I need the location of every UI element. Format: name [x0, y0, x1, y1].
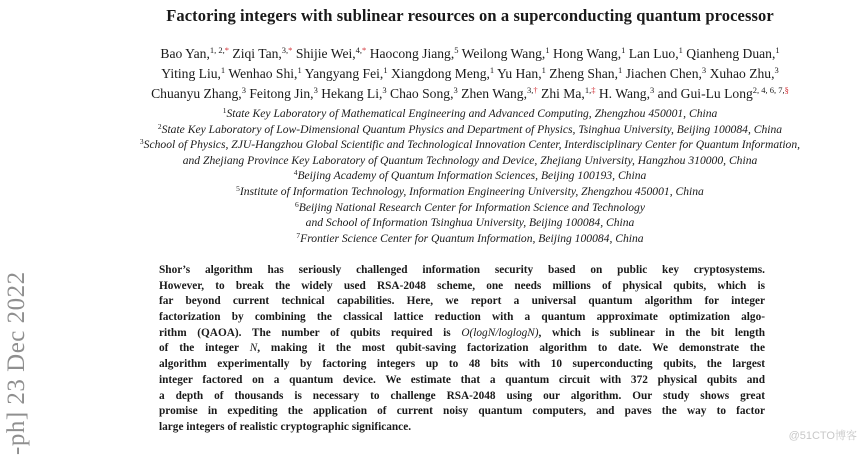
abstract-line [159, 341, 765, 357]
affiliation-line [70, 137, 865, 153]
author-entry [710, 66, 779, 81]
affiliation-number: 3 [241, 85, 246, 95]
author-entry [296, 46, 366, 61]
author-entry [497, 66, 546, 81]
affiliation-number: 4, [355, 45, 363, 55]
affiliation-index: 1 [222, 106, 227, 115]
author-name: Chao Song, [390, 86, 454, 101]
affiliation-ref [282, 45, 293, 55]
affiliation-number: 1 [678, 45, 683, 55]
affiliation-ref [242, 85, 246, 95]
math-expression: O(logN/loglogN) [461, 326, 539, 339]
author-name: Haocong Jiang, [369, 46, 455, 61]
footnote-mark[interactable]: * [362, 45, 367, 55]
author-entry [161, 66, 225, 81]
affiliation-index: 3 [139, 137, 144, 147]
affiliation-number: 1 [545, 45, 550, 55]
affiliation-ref [775, 65, 779, 75]
abstract-line [159, 326, 765, 342]
author-name: Hekang Li, [321, 86, 383, 101]
affiliation-index: 5 [236, 183, 240, 193]
affiliation-index: 6 [294, 199, 299, 209]
author-name: Ziqi Tan, [232, 46, 282, 61]
author-name: Lan Luo, [628, 46, 679, 61]
affiliation-number: 1 [617, 65, 623, 75]
affiliation-line [70, 200, 865, 216]
author-line-2 [70, 64, 865, 84]
affiliation-number: 3 [701, 65, 707, 75]
author-name: Jiachen Chen, [625, 66, 702, 81]
abstract-line: factorization by combining the classical lattice reduction with a quantum approximate optimization algo- [159, 311, 765, 324]
affiliation-number: 1 [541, 65, 546, 75]
affiliation-ref [542, 65, 546, 75]
affiliation-index: 2 [157, 121, 162, 131]
abstract-line: algorithm experimentally by factoring integers up to 48 bits with 10 superconducting qubits, the largest [159, 358, 765, 371]
affiliation-ref [753, 85, 789, 95]
affiliation-number: 5 [454, 45, 459, 55]
affiliation-ref [545, 45, 549, 55]
affiliation-number: 1, [584, 85, 592, 95]
affiliation-ref [618, 65, 622, 75]
affiliation-text: and Zhejiang Province Key Laboratory of Quantum Technology and Device, Zhejiang University, Hangzhou 310000, China [182, 153, 758, 167]
affiliation-ref [775, 45, 779, 55]
affiliation-line [70, 184, 865, 200]
abstract-text: , which is sublinear in the bit length [538, 326, 765, 339]
affiliation-number: 3 [453, 85, 458, 95]
affiliation-number: 1 [383, 65, 388, 75]
affiliation-number: 1 [775, 45, 780, 55]
affiliation-ref [453, 85, 457, 95]
affiliation-text: Frontier Science Center for Quantum Information, Beijing 100084, China [300, 231, 644, 245]
author-name: Shijie Wei, [295, 46, 356, 61]
affiliation-ref [210, 45, 229, 55]
author-entry [151, 86, 246, 101]
affiliation-ref [383, 65, 387, 75]
author-name: Zhen Wang, [461, 86, 527, 101]
author-entry [658, 86, 789, 101]
footnote-mark[interactable]: ‡ [591, 85, 596, 95]
affiliation-number: 1 [489, 65, 495, 75]
author-entry [391, 66, 494, 81]
abstract-line: a depth of thousands is necessary to challenge RSA-2048 using our algorithm. Our study shows great [159, 389, 765, 402]
affiliation-line [70, 231, 865, 247]
author-entry [305, 66, 388, 81]
site-watermark: @51CTO博客 [788, 430, 857, 442]
affiliation-number: 3 [650, 85, 655, 95]
affiliation-number: 3, [281, 45, 289, 55]
author-entry [599, 86, 654, 101]
author-name: and Gui-Lu Long [657, 86, 753, 101]
author-name: Zhi Ma, [541, 86, 585, 101]
author-name: Chuanyu Zhang, [151, 86, 242, 101]
author-entry [370, 46, 459, 61]
author-list [70, 44, 865, 104]
abstract-text: of the integer [159, 342, 250, 355]
author-name: Yangyang Fei, [304, 66, 384, 81]
affiliation-text: School of Physics, ZJU-Hangzhou Global Scientific and Technological Innovation Center, Interdisciplinary Center for Quantum Information, [143, 138, 801, 152]
affiliation-number: 1 [621, 45, 626, 55]
author-name: Xuhao Zhu, [709, 66, 775, 81]
affiliation-ref [702, 65, 706, 75]
author-name: Zheng Shan, [549, 66, 618, 81]
affiliation-ref [490, 65, 494, 75]
affiliation-number: 3 [382, 85, 387, 95]
author-name: Yiting Liu, [161, 66, 221, 81]
abstract [159, 263, 765, 436]
author-entry [541, 86, 595, 101]
author-line-3 [70, 84, 865, 104]
affiliation-number: 1 [297, 65, 302, 75]
affiliation-line [70, 215, 865, 231]
affiliation-index: 7 [296, 230, 301, 240]
abstract-text: rithm (QAOA). The number of qubits required is [159, 326, 462, 339]
author-entry [462, 46, 550, 61]
math-variable: N [249, 342, 258, 355]
affiliation-ref [621, 45, 625, 55]
affiliation-number: 3, [527, 85, 534, 95]
affiliation-line [70, 122, 865, 138]
arxiv-side-stamp: -ph] 23 Dec 2022 [3, 271, 30, 455]
author-entry [321, 86, 386, 101]
author-line-1 [70, 44, 865, 64]
affiliation-ref [454, 45, 458, 55]
affiliation-index: 4 [293, 168, 298, 178]
paper-title: Factoring integers with sublinear resources on a superconducting quantum processor [166, 6, 774, 25]
abstract-line: However, to break the widely used RSA-2048 scheme, one needs millions of physical qubits, which is [159, 279, 765, 292]
affiliation-ref [314, 85, 318, 95]
affiliation-ref [650, 85, 654, 95]
affiliation-ref [221, 65, 225, 75]
affiliation-line [70, 168, 865, 184]
author-name: Xiangdong Meng, [390, 66, 490, 81]
author-entry [160, 46, 229, 61]
abstract-text: , making it the most qubit-saving factorization algorithm to date. We demonstrate the [257, 342, 765, 355]
affiliation-number: 2, 4, 6, 7, [752, 85, 785, 95]
affiliation-ref [297, 65, 301, 75]
affiliation-text: State Key Laboratory of Low-Dimensional Quantum Physics and Department of Physics, Tsinghua University, Beijing 100084, China [161, 122, 783, 136]
footnote-mark[interactable]: † [533, 85, 538, 95]
abstract-line: large integers of realistic cryptographic significance. [159, 420, 412, 433]
affiliation-number: 3 [774, 65, 779, 75]
affiliation-ref [585, 85, 596, 95]
author-entry [461, 86, 537, 101]
footnote-mark[interactable]: * [288, 45, 293, 55]
author-entry [249, 86, 317, 101]
affiliation-text: Institute of Information Technology, Information Engineering University, Zhengzhou 450001, China [239, 184, 704, 198]
footnote-mark[interactable]: § [784, 85, 789, 95]
affiliation-text: and School of Information Tsinghua University, Beijing 100084, China [305, 216, 635, 230]
author-name: Wenhao Shi, [228, 66, 298, 81]
affiliation-ref [527, 85, 538, 95]
author-name: Qianheng Duan, [686, 46, 776, 61]
author-name: Hong Wang, [552, 46, 622, 61]
author-name: H. Wang, [598, 86, 650, 101]
author-entry [686, 46, 779, 61]
affiliation-ref [679, 45, 683, 55]
author-name: Bao Yan, [160, 46, 210, 61]
affiliation-number: 3 [313, 85, 318, 95]
author-entry [626, 66, 707, 81]
affiliation-list [70, 106, 865, 246]
affiliation-text: State Key Laboratory of Mathematical Engineering and Advanced Computing, Zhengzhou 450001, China [226, 107, 718, 120]
affiliation-text: Beijing National Research Center for Information Science and Technology [298, 200, 645, 214]
abstract-line: integer factored on a quantum device. We estimate that a quantum circuit with 372 physical qubits and [159, 373, 765, 386]
author-entry [228, 66, 301, 81]
affiliation-number: 1 [220, 65, 226, 75]
affiliation-line [70, 106, 865, 122]
abstract-line: promise in expediting the application of current noisy quantum computers, and paves the way to factor [159, 405, 765, 418]
author-entry [549, 66, 622, 81]
abstract-line: far beyond current technical capabilities. Here, we report a universal quantum algorithm for integer [159, 295, 765, 308]
footnote-mark[interactable]: * [224, 45, 229, 55]
author-name: Weilong Wang, [461, 46, 546, 61]
author-name: Feitong Jin, [249, 86, 314, 101]
affiliation-line [70, 153, 865, 169]
affiliation-text: Beijing Academy of Quantum Information Sciences, Beijing 100193, China [297, 169, 647, 183]
affiliation-ref [382, 85, 386, 95]
affiliation-ref [356, 45, 367, 55]
author-entry [553, 46, 625, 61]
author-entry [390, 86, 458, 101]
author-name: Yu Han, [497, 66, 542, 81]
author-entry [629, 46, 683, 61]
abstract-line: Shor’s algorithm has seriously challenged information security based on public key cryptosystems. [159, 264, 765, 276]
author-entry [232, 46, 292, 61]
affiliation-number: 1, 2, [209, 45, 225, 55]
